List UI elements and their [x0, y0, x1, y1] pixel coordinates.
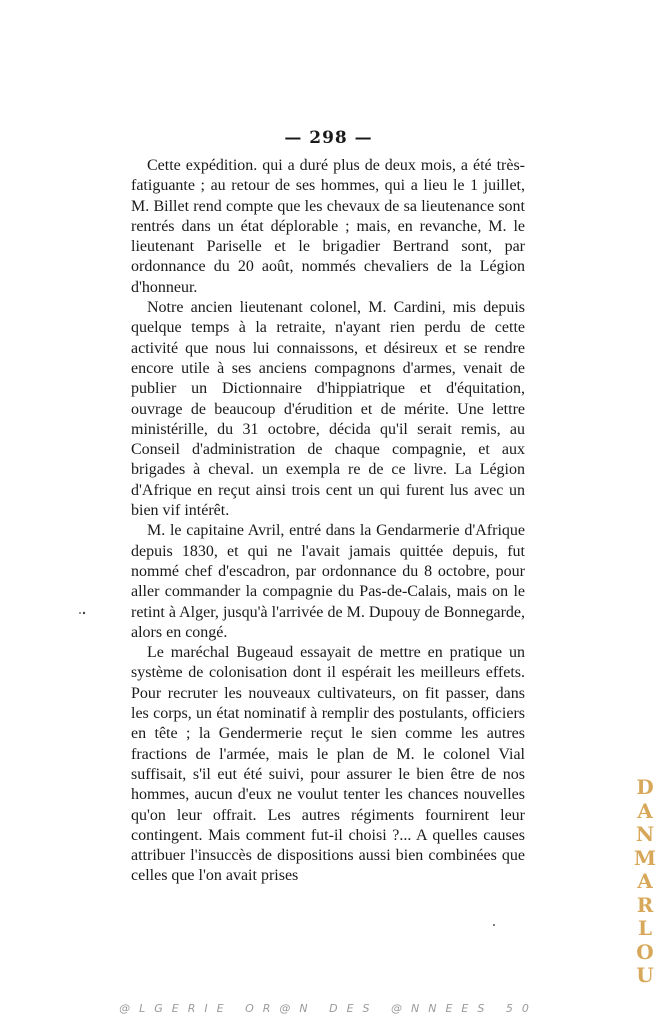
watermark-letter: M: [633, 845, 657, 870]
watermark-letter: N: [635, 822, 655, 846]
paragraph-bugeaud: Le maréchal Bugeaud essayait de mettre en pratique un système de colonisation dont il espérait les meilleurs effets. Pour recruter les nouveaux cultivateurs, on fit passer, dans les corps, un état nominatif à remplir des postulants, officiers en tête ; la Gendermerie reçut le sien comme les autres fractions de l'armée, mais le plan de M. le colonel Vial suffisait, s'il eut été suivi, pour assurer le bien être de nos hommes, aucun d'eux ne voulut tenter les chances nouvelles qu'on leur offrait. Les autres régiments fournirent leur contingent. Mais comment fut-il choisi ?... A quelles causes attribuer l'insuccès de dispositions aussi bien combinées que celles que l'on avait prises: [131, 644, 525, 885]
paragraph-cardini: Notre ancien lieutenant colonel, M. Cardini, mis depuis quelque temps à la retraite, n'ayant rien perdu de cette activité que nous lui connaissons, et désireux et se rendre encore utile à ses anciens compagnons d'armes, venait de publier un Dictionnaire d'hippiatrique et d'équitation, ouvrage de beaucoup d'érudition et de mérite. Une lettre ministérille, du 31 octobre, décida qu'il serait remis, au Conseil d'administration de chaque compagnie, et aux brigades à cheval. un exempla re de ce livre. La Légion d'Afrique en reçut ainsi trois cent un qui furent lus avec un bien vif intérêt.: [131, 299, 525, 520]
watermark-letter: A: [637, 869, 653, 893]
watermark-letter: U: [636, 963, 654, 987]
ink-speck: [79, 612, 81, 614]
paragraph-avril: M. le capitaine Avril, entré dans la Gendarmerie d'Afrique depuis 1830, et qui ne l'avait jamais quittée depuis, fut nommé chef d'escadron, par ordonnance du 8 octobre, pour aller commander la compagnie du Pas-de-Calais, mais on le retint à Alger, jusqu'à l'arrivée de M. Dupouy de Bonnegarde, alors en congé.: [131, 522, 525, 641]
ink-speck: [83, 612, 85, 614]
paragraph-expedition: Cette expédition. qui a duré plus de deux mois, a été très-fatiguante ; au retour de ses hommes, qui a lieu le 1 juillet, M. Billet rend compte que les chevaux de sa lieutenance sont rentrés dans un état déplorable ; mais, en revanche, M. le lieutenant Pariselle et le brigadier Bertrand sont, par ordonnance du 20 août, nommés chevaliers de la Légion d'honneur.: [131, 157, 525, 296]
watermark-letter: A: [637, 798, 653, 823]
watermark-letter: L: [637, 916, 653, 940]
watermark-letter: R: [636, 892, 654, 917]
watermark-letter: O: [636, 939, 654, 964]
page-number: — 298 —: [284, 128, 373, 148]
watermark-letter: D: [636, 775, 654, 799]
bottom-watermark: @LGERIE OR@N DES @NNEES 50: [119, 1002, 538, 1015]
ink-speck: [493, 924, 495, 926]
